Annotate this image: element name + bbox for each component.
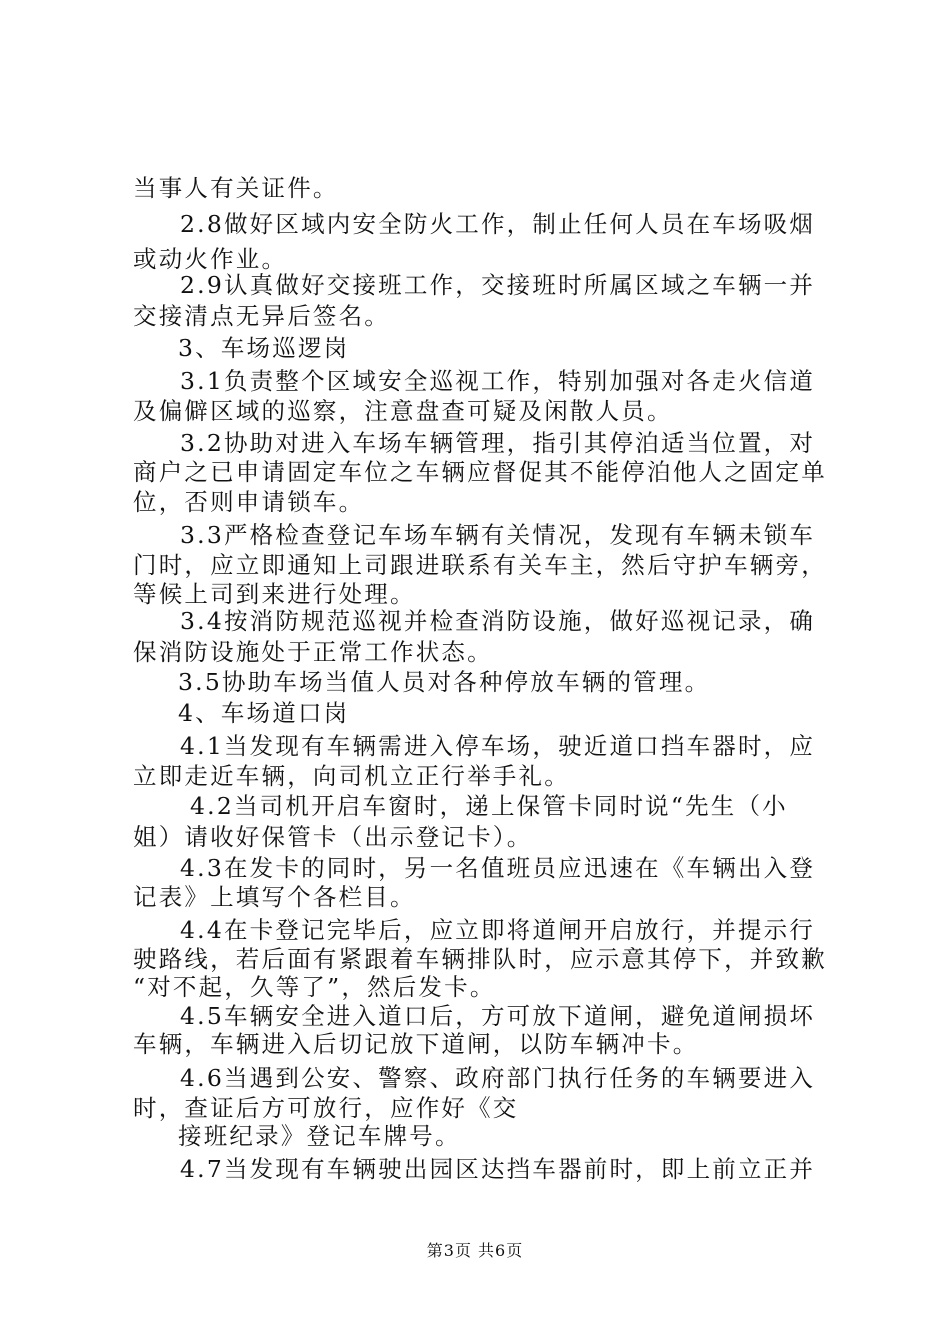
text-line: 或动火作业。 — [133, 245, 288, 273]
text-line: 当事人有关证件。 — [133, 174, 339, 202]
text-line: 4.6当遇到公安、警察、政府部门执行任务的车辆要进入 — [180, 1064, 816, 1092]
text-line: 3.5协助车场当值人员对各种停放车辆的管理。 — [178, 668, 711, 696]
text-line: 3.4按消防规范巡视并检查消防设施，做好巡视记录，确 — [180, 607, 816, 635]
text-line: 记表》上填写个各栏目。 — [133, 883, 416, 911]
text-line: 时，查证后方可放行，应作好《交 — [133, 1094, 519, 1122]
text-line: 及偏僻区域的巡察，注意盘查可疑及闲散人员。 — [133, 397, 673, 425]
page-footer: 第3页 共6页 — [426, 1241, 524, 1260]
text-line: 4.1当发现有车辆需进入停车场，驶近道口挡车器时，应 — [180, 732, 816, 760]
text-line: 3.1负责整个区域安全巡视工作，特别加强对各走火信道 — [180, 367, 816, 395]
text-line: 4.7当发现有车辆驶出园区达挡车器前时，即上前立正并 — [180, 1155, 816, 1183]
text-line: 等候上司到来进行处理。 — [133, 580, 416, 608]
text-line: 4.4在卡登记完毕后，应立即将道闸开启放行，并提示行 — [180, 916, 816, 944]
text-line: 保消防设施处于正常工作状态。 — [133, 638, 493, 666]
text-line: 2.9认真做好交接班工作，交接班时所属区域之车辆一并 — [180, 271, 816, 299]
text-line: 4.2当司机开启车窗时，递上保管卡同时说“先生（小 — [190, 792, 788, 820]
text-line: 4.3在发卡的同时，另一名值班员应迅速在《车辆出入登 — [180, 854, 816, 882]
text-line: 4.5车辆安全进入道口后，方可放下道闸，避免道闸损坏 — [180, 1002, 816, 1030]
text-line: 姐）请收好保管卡（出示登记卡）。 — [133, 823, 533, 851]
text-line: 车辆，车辆进入后切记放下道闸，以防车辆冲卡。 — [133, 1030, 699, 1058]
text-line: 交接清点无异后签名。 — [133, 302, 390, 330]
text-line: 商户之已申请固定车位之车辆应督促其不能停泊他人之固定单 — [133, 458, 827, 486]
section-heading: 4、车场道口岗 — [178, 699, 350, 727]
text-line: 接班纪录》登记车牌号。 — [178, 1122, 461, 1150]
text-line: 3.2协助对进入车场车辆管理，指引其停泊适当位置，对 — [180, 429, 816, 457]
text-line: 2.8做好区域内安全防火工作，制止任何人员在车场吸烟 — [180, 210, 816, 238]
text-line: 驶路线，若后面有紧跟着车辆排队时，应示意其停下，并致歉 — [133, 945, 827, 973]
section-heading: 3、车场巡逻岗 — [178, 334, 350, 362]
text-line: 3.3严格检查登记车场车辆有关情况，发现有车辆未锁车 — [180, 521, 816, 549]
text-line: 门时，应立即通知上司跟进联系有关车主，然后守护车辆旁， — [133, 551, 827, 579]
text-line: “对不起，久等了”，然后发卡。 — [133, 973, 496, 1001]
text-line: 立即走近车辆，向司机立正行举手礼。 — [133, 762, 570, 790]
text-line: 位，否则申请锁车。 — [133, 488, 365, 516]
